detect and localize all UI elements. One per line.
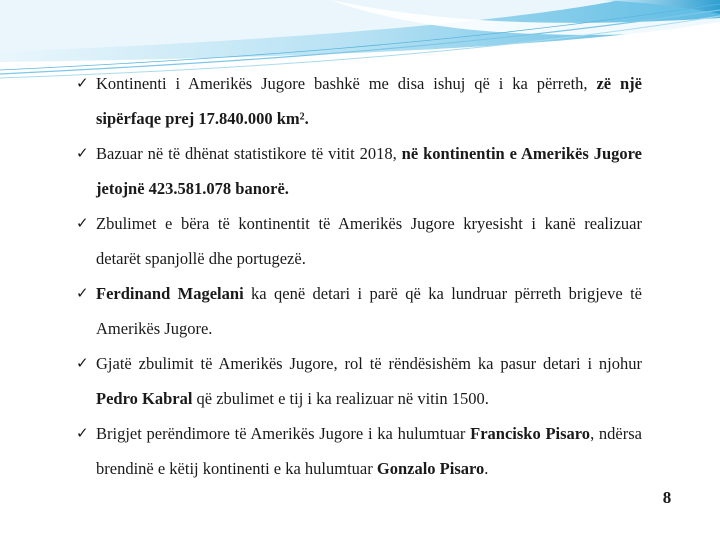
checkmark-icon: ✓ <box>76 144 89 162</box>
checkmark-icon: ✓ <box>76 284 89 302</box>
bullet-list <box>76 66 642 486</box>
bullet-text-bold: zë një sipërfaqe prej 17.840.000 km². <box>96 74 642 128</box>
bullet-item <box>76 276 642 346</box>
bullet-text-bold: në kontinentin e Amerikës Jugore jetojnë 423.581.078 banorë. <box>96 144 642 198</box>
checkmark-icon: ✓ <box>76 74 89 92</box>
bullet-text-bold: Gonzalo Pisaro <box>376 459 485 478</box>
bullet-item <box>76 346 642 416</box>
bullet-text: Gjatë zbulimit të Amerikës Jugore, rol të rëndësishëm ka pasur detari i njohur <box>96 354 642 373</box>
bullet-text: , ndërsa brendinë e këtij kontinenti e ka hulumtuar <box>96 424 642 478</box>
bullet-text: Bazuar në të dhënat statistikore të vitit 2018, <box>96 144 402 163</box>
bullet-text-bold: Ferdinand Magelani <box>96 284 244 303</box>
bullet-item <box>76 206 642 276</box>
bullet-text: që zbulimet e tij i ka realizuar në vitin 1500. <box>192 389 489 408</box>
bullet-text: . <box>484 459 489 478</box>
checkmark-icon: ✓ <box>76 214 89 232</box>
bullet-text-bold: Francisko Pisaro <box>470 424 591 443</box>
checkmark-icon: ✓ <box>76 354 89 372</box>
bullet-item <box>76 416 642 486</box>
bullet-text: Kontinenti i Amerikës Jugore bashkë me disa ishuj që i ka përreth, <box>96 74 597 93</box>
bullet-item <box>76 136 642 206</box>
bullet-item <box>76 66 642 136</box>
bullet-text-bold: Pedro Kabral <box>96 389 193 408</box>
bullet-text: Brigjet perëndimore të Amerikës Jugore i ka hulumtuar <box>96 424 471 443</box>
page-number: 8 <box>662 488 672 507</box>
bullet-text: ka qenë detari i parë që ka lundruar përreth brigjeve të Amerikës Jugore. <box>96 284 642 338</box>
bullet-text: Zbulimet e bëra të kontinentit të Amerikës Jugore kryesisht i kanë realizuar detarët spanjollë dhe portugezë. <box>96 214 642 268</box>
checkmark-icon: ✓ <box>76 424 89 442</box>
